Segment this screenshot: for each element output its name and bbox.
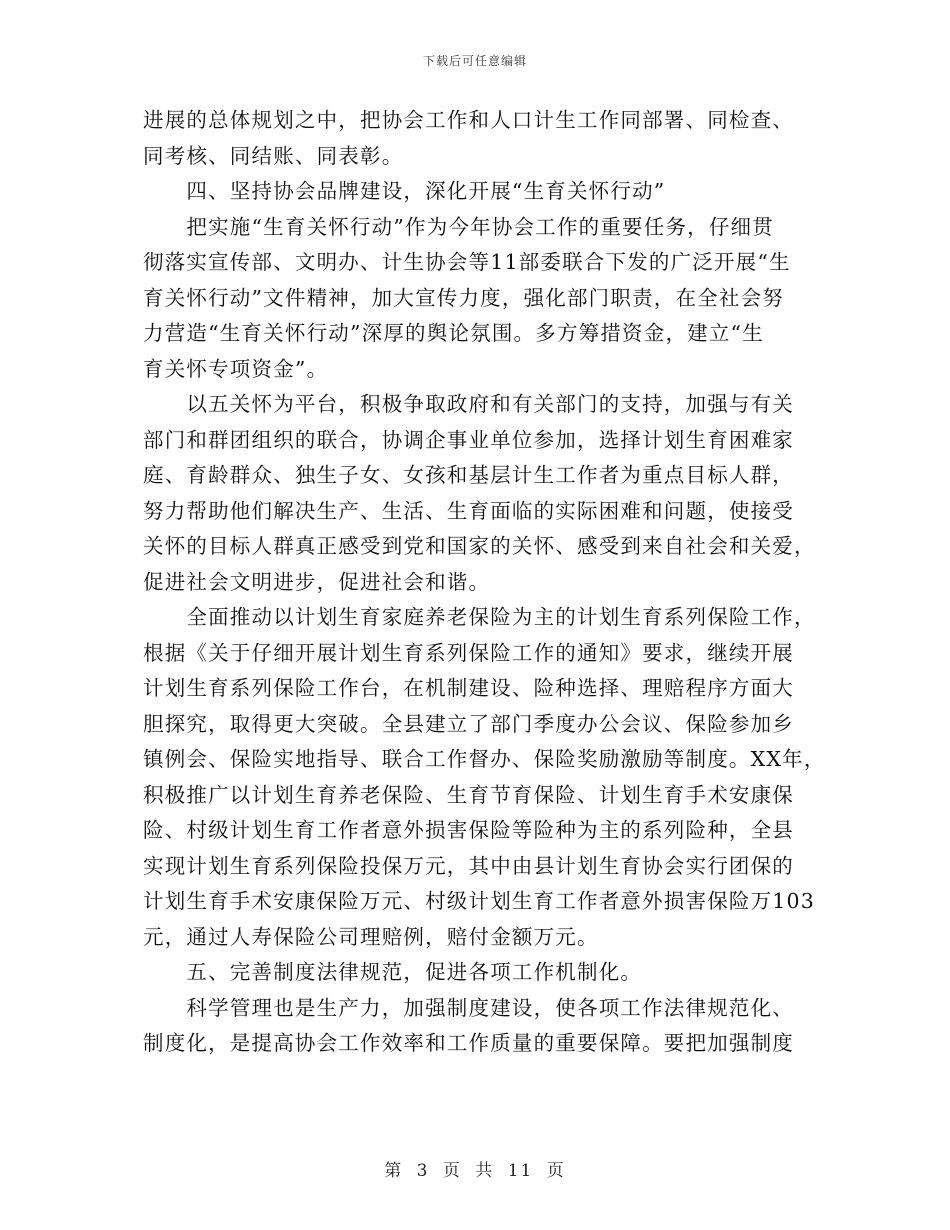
text-line: 险、村级计划生育工作者意外损害保险等险种为主的系列险种，全县: [143, 818, 794, 842]
text-line: 实现计划生育系列保险投保万元，其中由县计划生育协会实行团保的: [143, 853, 794, 878]
text-line: 同考核、同结账、同表彰。: [143, 143, 404, 168]
text-line: 把实施“生育关怀行动”作为今年协会工作的重要任务，仔细贯: [143, 214, 774, 239]
text-line: 庭、育龄群众、独生子女、女孩和基层计生工作者为重点目标人群，: [143, 463, 794, 487]
text-line: 力营造“生育关怀行动”深厚的舆论氛围。多方筹措资金，建立“生: [143, 321, 764, 345]
text-line: 育关怀行动”文件精神，加大宣传力度，强化部门职责，在全社会努: [143, 285, 784, 310]
text-line: 计划生育手术安康保险万元、村级计划生育工作者意外损害保险万103: [143, 889, 816, 913]
text-line: 计划生育系列保险工作台，在机制建设、险种选择、理赔程序方面大: [143, 676, 794, 700]
text-line: 科学管理也是生产力，加强制度建设，使各项工作法律规范化、: [143, 995, 794, 1020]
document-body: [143, 103, 826, 1062]
text-line: 促进社会文明进步，促进社会和谐。: [143, 569, 491, 594]
page-footer: 第 3 页 共 11 页: [384, 1161, 566, 1181]
section-heading: 四、坚持协会品牌建设，深化开展“生育关怀行动”: [143, 179, 666, 203]
text-line: 彻落实宣传部、文明办、计生协会等11部委联合下发的广泛开展“生: [143, 250, 791, 274]
text-line: 全面推动以计划生育家庭养老保险为主的计划生育系列保险工作，: [143, 605, 816, 629]
text-line: 胆探究，取得更大突破。全县建立了部门季度办公会议、保险参加乡: [143, 711, 794, 736]
section-heading: 五、完善制度法律规范，促进各项工作机制化。: [143, 960, 643, 984]
text-line: 积极推广以计划生育养老保险、生育节育保险、计划生育手术安康保: [143, 782, 794, 807]
text-line: 关怀的目标人群真正感受到党和国家的关怀、感受到来自社会和关爱，: [143, 534, 816, 558]
text-line: 以五关怀为平台，积极争取政府和有关部门的支持，加强与有关: [143, 392, 794, 416]
text-line: 根据《关于仔细开展计划生育系列保险工作的通知》要求，继续开展: [143, 640, 794, 665]
text-line: 努力帮助他们解决生产、生活、生育面临的实际困难和问题，使接受: [143, 498, 794, 523]
text-line: 镇例会、保险实地指导、联合工作督办、保险奖励激励等制度。XX年，: [143, 747, 826, 771]
text-line: 育关怀专项资金”。: [143, 356, 329, 381]
text-line: 部门和群团组织的联合，协调企事业单位参加，选择计划生育困难家: [143, 427, 794, 452]
page-header: 下载后可任意编辑: [422, 54, 527, 68]
text-line: 制度化，是提高协会工作效率和工作质量的重要保障。要把加强制度: [143, 1031, 794, 1055]
text-line: 元，通过人寿保险公司理赔例，赔付金额万元。: [143, 924, 599, 949]
text-line: 进展的总体规划之中，把协会工作和人口计生工作同部署、同检查、: [143, 108, 794, 132]
